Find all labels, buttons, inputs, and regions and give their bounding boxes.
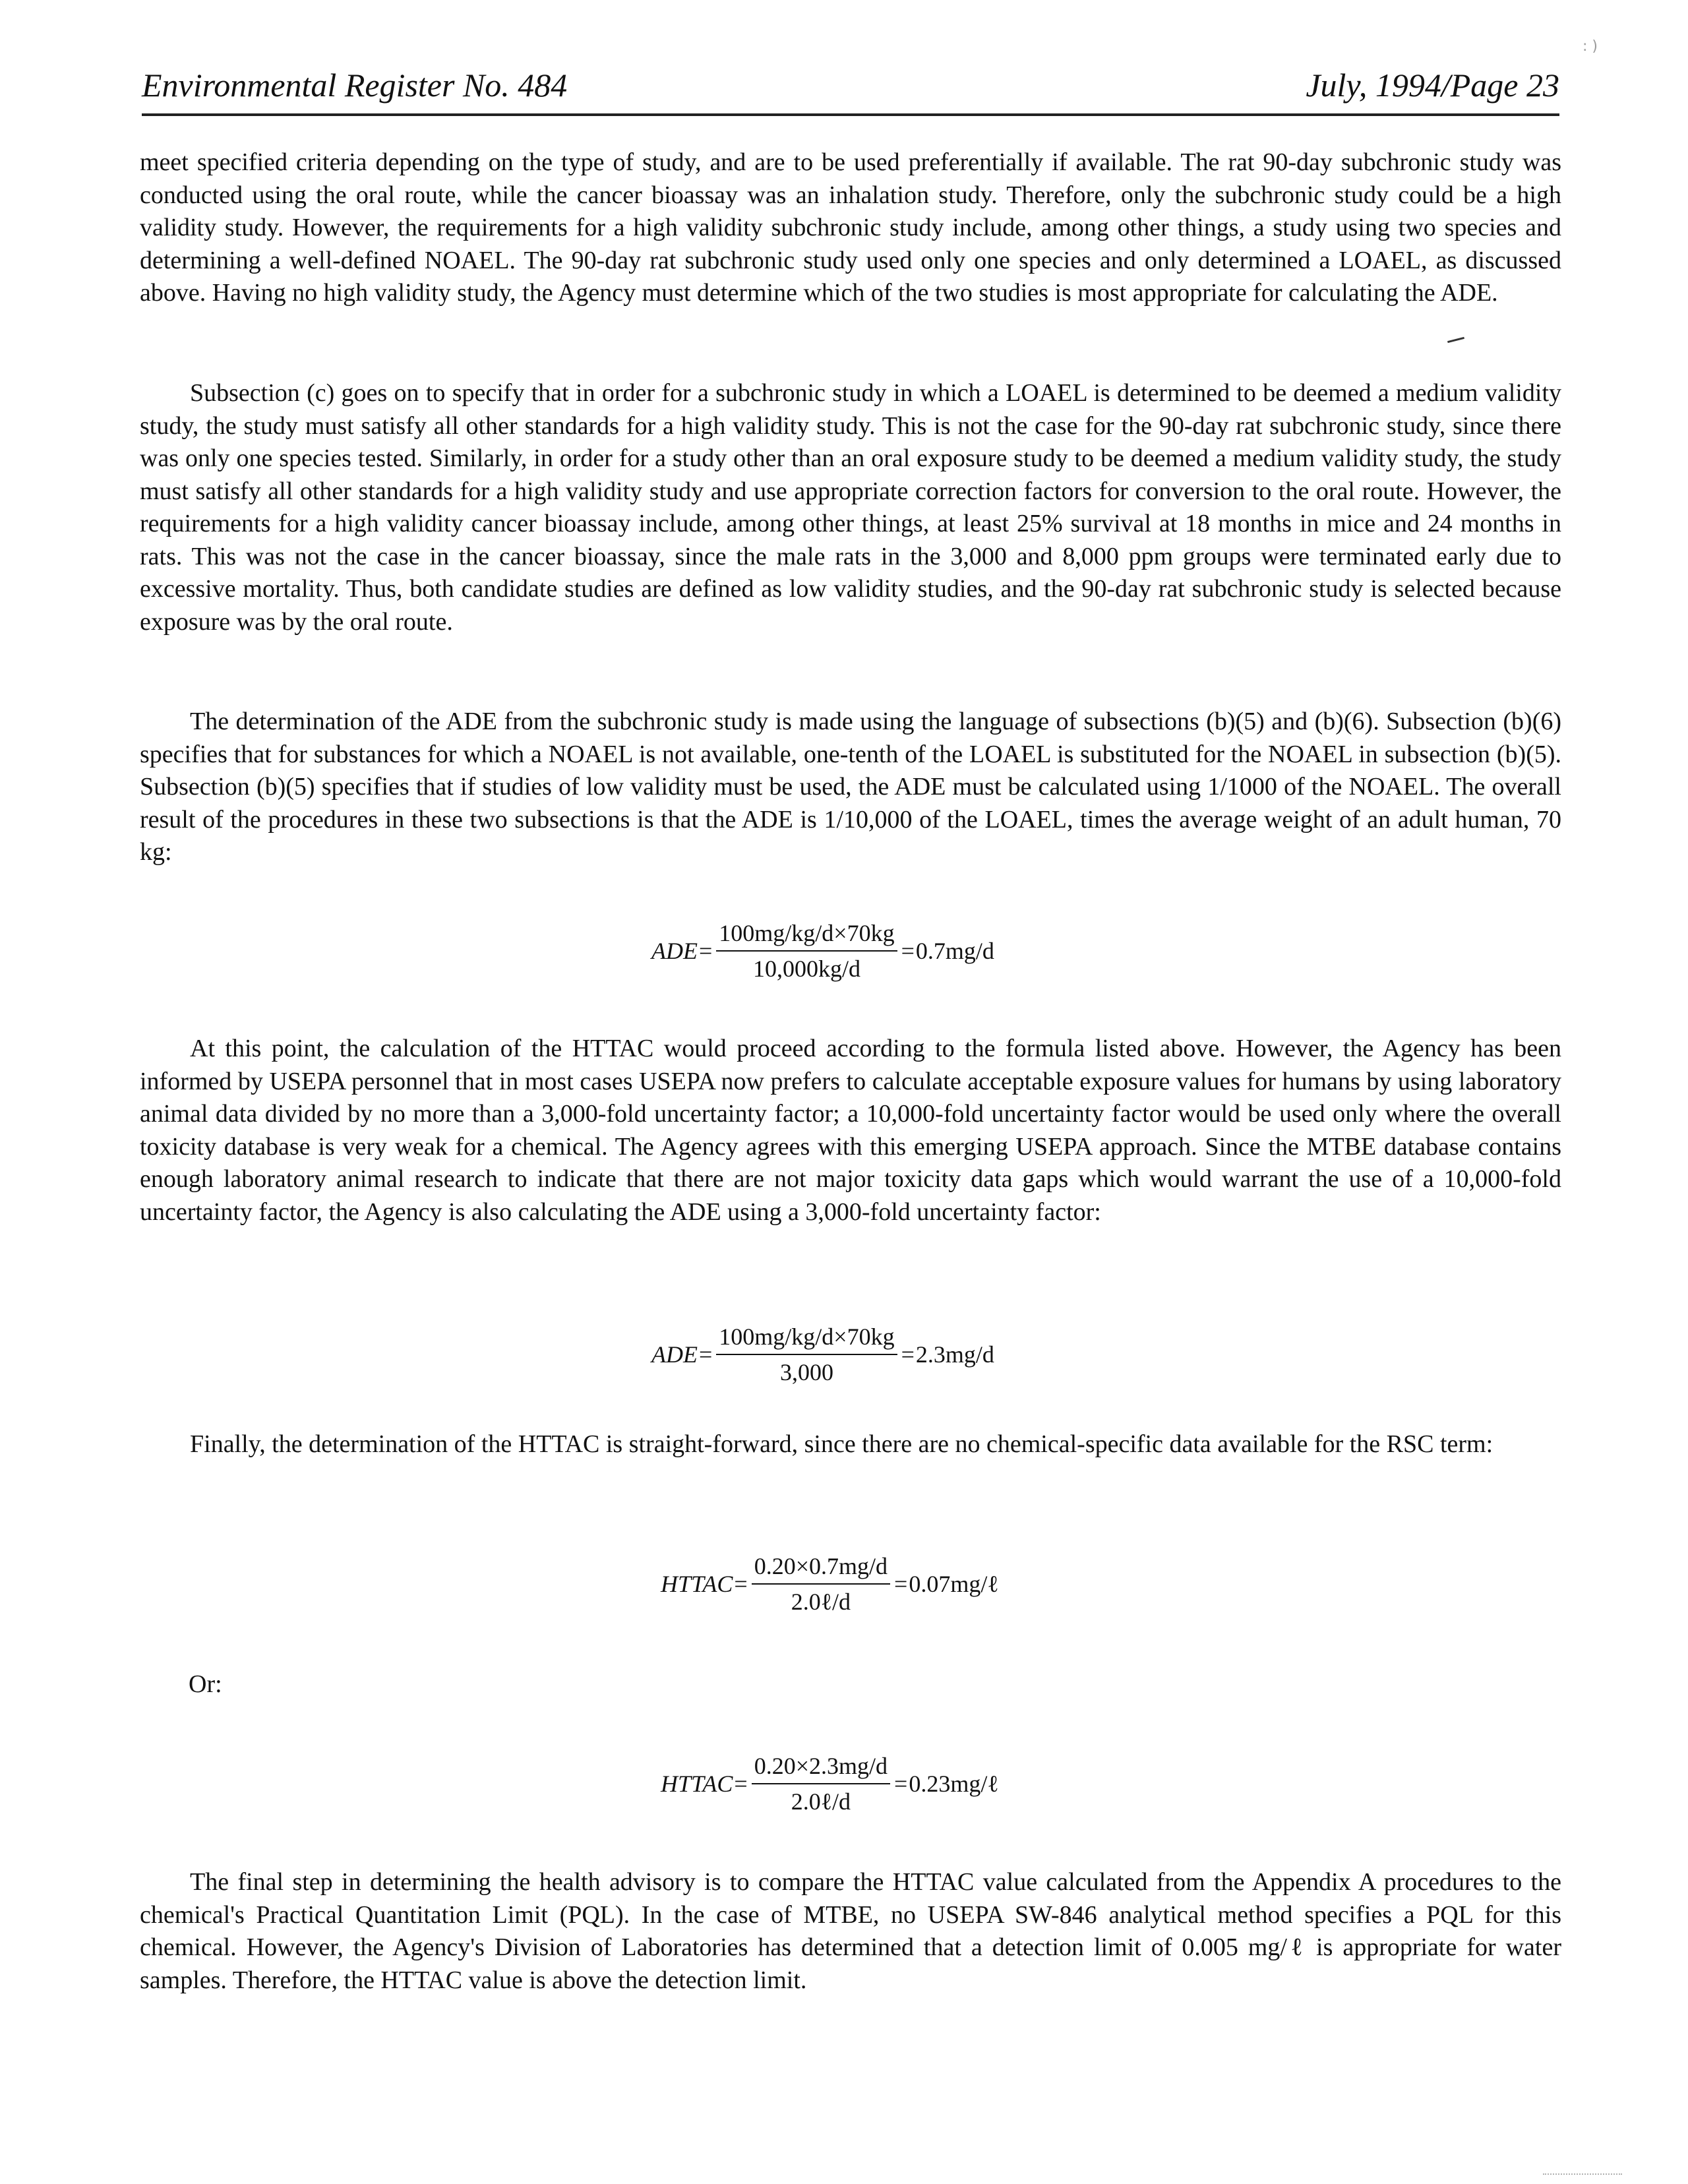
fraction bbox=[716, 1322, 897, 1387]
equation-result: 0.23mg/ℓ bbox=[909, 1771, 999, 1797]
scan-corner-marks: : ) bbox=[1582, 38, 1598, 55]
paragraph-validity-criteria: meet specified criteria depending on the type of study, and are to be used preferentially if available. The rat 90-day subchronic study was conducted using the oral route, while the cancer bioassay was an inhalation study. Therefore, only the subchronic study could be a high validity study. However, the requirements for a high validity subchronic study include, among other things, a study using two species and determining a well-defined NOAEL. The 90-day rat subchronic study used only one species and only determined a LOAEL, as discussed above. Having no high validity study, the Agency must determine which of the two studies is most appropriate for calculating the ADE. bbox=[140, 148, 1561, 307]
fraction-denominator: 3,000 bbox=[779, 1359, 833, 1385]
equals-sign: = bbox=[901, 1341, 915, 1368]
equation-result: 0.7mg/d bbox=[915, 938, 994, 964]
scan-footer-mark bbox=[1543, 2173, 1622, 2175]
equation-lhs: ADE bbox=[651, 938, 698, 964]
equals-sign: = bbox=[734, 1571, 748, 1597]
equals-sign: = bbox=[698, 938, 713, 964]
equals-sign: = bbox=[734, 1771, 748, 1797]
paragraph-ade-determination: The determination of the ADE from the subchronic study is made using the language of subsections (b)(5) and (b)(6). Subsection (b)(6) specifies that for substances for which a NOAEL is not available, one-tenth of the LOAEL is substituted for the NOAEL in subsection (b)(5). Subsection (b)(5) specifies that if studies of low validity must be used, the ADE must be calculated using 1/1000 of the NOAEL. The overall result of the procedures in these two subsections is that the ADE is 1/10,000 of the LOAEL, times the average weight of an adult human, 70 kg: bbox=[140, 708, 1561, 866]
equation-lhs: HTTAC bbox=[661, 1771, 733, 1797]
fraction-denominator: 10,000kg/d bbox=[752, 956, 860, 982]
fraction-numerator: 0.20×0.7mg/d bbox=[752, 1552, 890, 1585]
equals-sign: = bbox=[698, 1341, 713, 1368]
fraction-numerator: 100mg/kg/d×70kg bbox=[716, 919, 897, 952]
fraction bbox=[716, 919, 897, 983]
equation-lhs: ADE bbox=[651, 1341, 698, 1368]
scan-mark bbox=[1447, 337, 1464, 343]
fraction bbox=[752, 1552, 890, 1616]
publication-title: Environmental Register No. 484 bbox=[142, 67, 568, 104]
equation-ade-3000 bbox=[651, 1322, 994, 1387]
equals-sign: = bbox=[894, 1571, 908, 1597]
fraction-numerator: 0.20×2.3mg/d bbox=[752, 1751, 890, 1784]
fraction-denominator: 2.0ℓ/d bbox=[791, 1589, 851, 1615]
equation-httac-high bbox=[661, 1751, 999, 1816]
fraction-denominator: 2.0ℓ/d bbox=[791, 1788, 851, 1815]
paragraph-httac-determination: Finally, the determination of the HTTAC is straight-forward, since there are no chemical-specific data available for the RSC term: bbox=[190, 1430, 1493, 1458]
page-header bbox=[142, 66, 1559, 119]
equation-result: 2.3mg/d bbox=[915, 1341, 994, 1368]
fraction-numerator: 100mg/kg/d×70kg bbox=[716, 1322, 897, 1355]
date-page-number: July, 1994/Page 23 bbox=[1306, 67, 1559, 104]
equation-result: 0.07mg/ℓ bbox=[909, 1571, 999, 1597]
paragraph-subsection-c: Subsection (c) goes on to specify that in order for a subchronic study in which a LOAEL is determined to be deemed a medium validity study, the study must satisfy all other standards for a high validity study. This is not the case for the 90-day rat subchronic study, since there was only one species tested. Similarly, in order for a study other than an oral exposure study to be deemed a medium validity study, the study must satisfy all other standards for a high validity study and use appropriate correction factors for conversion to the oral route. However, the requirements for a high validity cancer bioassay include, among other things, at least 25% survival at 18 months in mice and 24 months in rats. This was not the case in the cancer bioassay, since the male rats in the 3,000 and 8,000 ppm groups were terminated early due to excessive mortality. Thus, both candidate studies are defined as low validity studies, and the 90-day rat subchronic study is selected because exposure was by the oral route. bbox=[140, 379, 1561, 636]
equals-sign: = bbox=[894, 1771, 908, 1797]
equation-httac-low bbox=[661, 1552, 999, 1616]
or-label: Or: bbox=[189, 1670, 222, 1698]
fraction bbox=[752, 1751, 890, 1816]
header-divider bbox=[142, 113, 1559, 116]
equation-ade-10000 bbox=[651, 919, 994, 983]
equals-sign: = bbox=[901, 938, 915, 964]
paragraph-uncertainty-factor: At this point, the calculation of the HTTAC would proceed according to the formula listed above. However, the Agency has been informed by USEPA personnel that in most cases USEPA now prefers to calculate acceptable exposure values for humans by using laboratory animal data divided by no more than a 3,000-fold uncertainty factor; a 10,000-fold uncertainty factor would be used only where the overall toxicity database is very weak for a chemical. The Agency agrees with this emerging USEPA approach. Since the MTBE database contains enough laboratory animal research to indicate that there are not major toxicity data gaps which would warrant the use of a 10,000-fold uncertainty factor, the Agency is also calculating the ADE using a 3,000-fold uncertainty factor: bbox=[140, 1035, 1561, 1226]
equation-lhs: HTTAC bbox=[661, 1571, 733, 1597]
paragraph-pql-comparison: The final step in determining the health advisory is to compare the HTTAC value calculated from the Appendix A procedures to the chemical's Practical Quantitation Limit (PQL). In the case of MTBE, no USEPA SW-846 analytical method specifies a PQL for this chemical. However, the Agency's Division of Laboratories has determined that a detection limit of 0.005 mg/ℓ is appropriate for water samples. Therefore, the HTTAC value is above the detection limit. bbox=[140, 1868, 1561, 1994]
